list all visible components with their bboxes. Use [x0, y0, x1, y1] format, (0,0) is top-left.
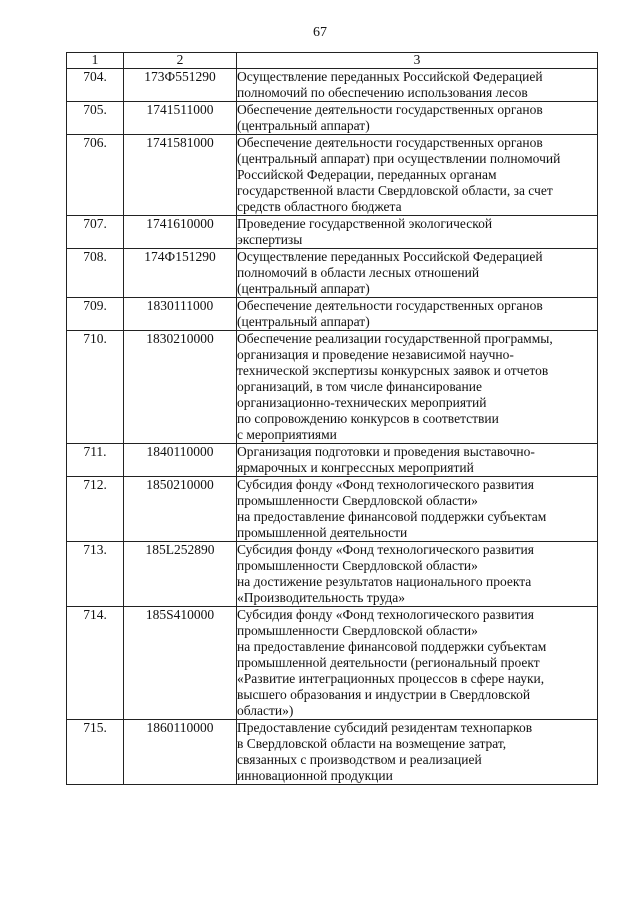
row-description — [237, 477, 598, 542]
description-line: государственной власти Свердловской области, за счет — [237, 183, 553, 198]
description-line: (центральный аппарат) — [237, 281, 370, 296]
row-description — [237, 102, 598, 135]
row-number: 714. — [67, 607, 124, 720]
row-number: 715. — [67, 720, 124, 785]
description-line: промышленной деятельности (региональный проект — [237, 655, 540, 670]
description-line: области») — [237, 703, 294, 718]
table-row — [67, 216, 598, 249]
row-number: 712. — [67, 477, 124, 542]
table-row — [67, 135, 598, 216]
header-row — [67, 53, 598, 69]
description-line: промышленности Свердловской области» — [237, 623, 478, 638]
description-line: Организация подготовки и проведения выставочно- — [237, 444, 535, 459]
description-line: на достижение результатов национального проекта — [237, 574, 532, 589]
column-header-2: 2 — [124, 53, 237, 69]
description-line: Субсидия фонду «Фонд технологического развития — [237, 607, 534, 622]
row-description — [237, 607, 598, 720]
description-line: высшего образования и индустрии в Свердловской — [237, 687, 531, 702]
description-line: Обеспечение реализации государственной программы, — [237, 331, 553, 346]
description-line: Обеспечение деятельности государственных органов — [237, 298, 543, 313]
description-line: по сопровождению конкурсов в соответствии — [237, 411, 499, 426]
description-line: Осуществление переданных Российской Федерацией — [237, 249, 543, 264]
row-description — [237, 135, 598, 216]
table-row — [67, 542, 598, 607]
description-line: промышленности Свердловской области» — [237, 558, 478, 573]
page-number: 67 — [313, 25, 327, 40]
row-description — [237, 720, 598, 785]
table-row — [67, 249, 598, 298]
description-line: организаций, в том числе финансирование — [237, 379, 482, 394]
description-line: связанных с производством и реализацией — [237, 752, 482, 767]
column-header-3: 3 — [237, 53, 598, 69]
description-line: (центральный аппарат) при осуществлении полномочий — [237, 151, 561, 166]
row-description — [237, 444, 598, 477]
description-line: (центральный аппарат) — [237, 118, 370, 133]
description-line: полномочий по обеспечению использования лесов — [237, 85, 528, 100]
row-description — [237, 542, 598, 607]
row-code: 1850210000 — [124, 477, 237, 542]
description-line: Предоставление субсидий резидентам технопарков — [237, 720, 533, 735]
description-line: технической экспертизы конкурсных заявок и отчетов — [237, 363, 549, 378]
row-code: 1830111000 — [124, 298, 237, 331]
row-code: 173Ф551290 — [124, 69, 237, 102]
row-number: 707. — [67, 216, 124, 249]
row-code: 1860110000 — [124, 720, 237, 785]
row-number: 713. — [67, 542, 124, 607]
description-line: «Развитие интеграционных процессов в сфере науки, — [237, 671, 545, 686]
row-description — [237, 249, 598, 298]
row-description — [237, 298, 598, 331]
description-line: Проведение государственной экологической — [237, 216, 493, 231]
description-line: средств областного бюджета — [237, 199, 402, 214]
description-line: экспертизы — [237, 232, 303, 247]
row-description — [237, 331, 598, 444]
description-line: Субсидия фонду «Фонд технологического развития — [237, 477, 534, 492]
row-number: 706. — [67, 135, 124, 216]
description-line: в Свердловской области на возмещение затрат, — [237, 736, 507, 751]
description-line: «Производительность труда» — [237, 590, 405, 605]
description-line: инновационной продукции — [237, 768, 393, 783]
description-line: Российской Федерации, переданных органам — [237, 167, 497, 182]
table-row — [67, 102, 598, 135]
description-line: Осуществление переданных Российской Федерацией — [237, 69, 543, 84]
description-line: на предоставление финансовой поддержки субъектам — [237, 639, 547, 654]
row-code: 1830210000 — [124, 331, 237, 444]
budget-table — [66, 52, 598, 785]
description-line: промышленной деятельности — [237, 525, 408, 540]
row-code: 1840110000 — [124, 444, 237, 477]
row-code: 1741581000 — [124, 135, 237, 216]
table-row — [67, 69, 598, 102]
row-number: 710. — [67, 331, 124, 444]
row-description — [237, 216, 598, 249]
row-number: 705. — [67, 102, 124, 135]
table-body — [67, 69, 598, 785]
row-number: 711. — [67, 444, 124, 477]
description-line: промышленности Свердловской области» — [237, 493, 478, 508]
description-line: полномочий в области лесных отношений — [237, 265, 480, 280]
table-row — [67, 444, 598, 477]
description-line: ярмарочных и конгрессных мероприятий — [237, 460, 474, 475]
row-description — [237, 69, 598, 102]
row-code: 185S410000 — [124, 607, 237, 720]
description-line: Обеспечение деятельности государственных органов — [237, 102, 543, 117]
row-number: 709. — [67, 298, 124, 331]
row-code: 174Ф151290 — [124, 249, 237, 298]
table-row — [67, 720, 598, 785]
table-row — [67, 477, 598, 542]
row-code: 1741511000 — [124, 102, 237, 135]
row-number: 708. — [67, 249, 124, 298]
row-number: 704. — [67, 69, 124, 102]
column-header-1: 1 — [67, 53, 124, 69]
table-row — [67, 607, 598, 720]
description-line: на предоставление финансовой поддержки субъектам — [237, 509, 547, 524]
table-row — [67, 298, 598, 331]
description-line: (центральный аппарат) — [237, 314, 370, 329]
row-code: 1741610000 — [124, 216, 237, 249]
description-line: Обеспечение деятельности государственных органов — [237, 135, 543, 150]
description-line: организационно-технических мероприятий — [237, 395, 487, 410]
description-line: с мероприятиями — [237, 427, 337, 442]
description-line: организация и проведение независимой научно- — [237, 347, 514, 362]
row-code: 185L252890 — [124, 542, 237, 607]
table-row — [67, 331, 598, 444]
description-line: Субсидия фонду «Фонд технологического развития — [237, 542, 534, 557]
